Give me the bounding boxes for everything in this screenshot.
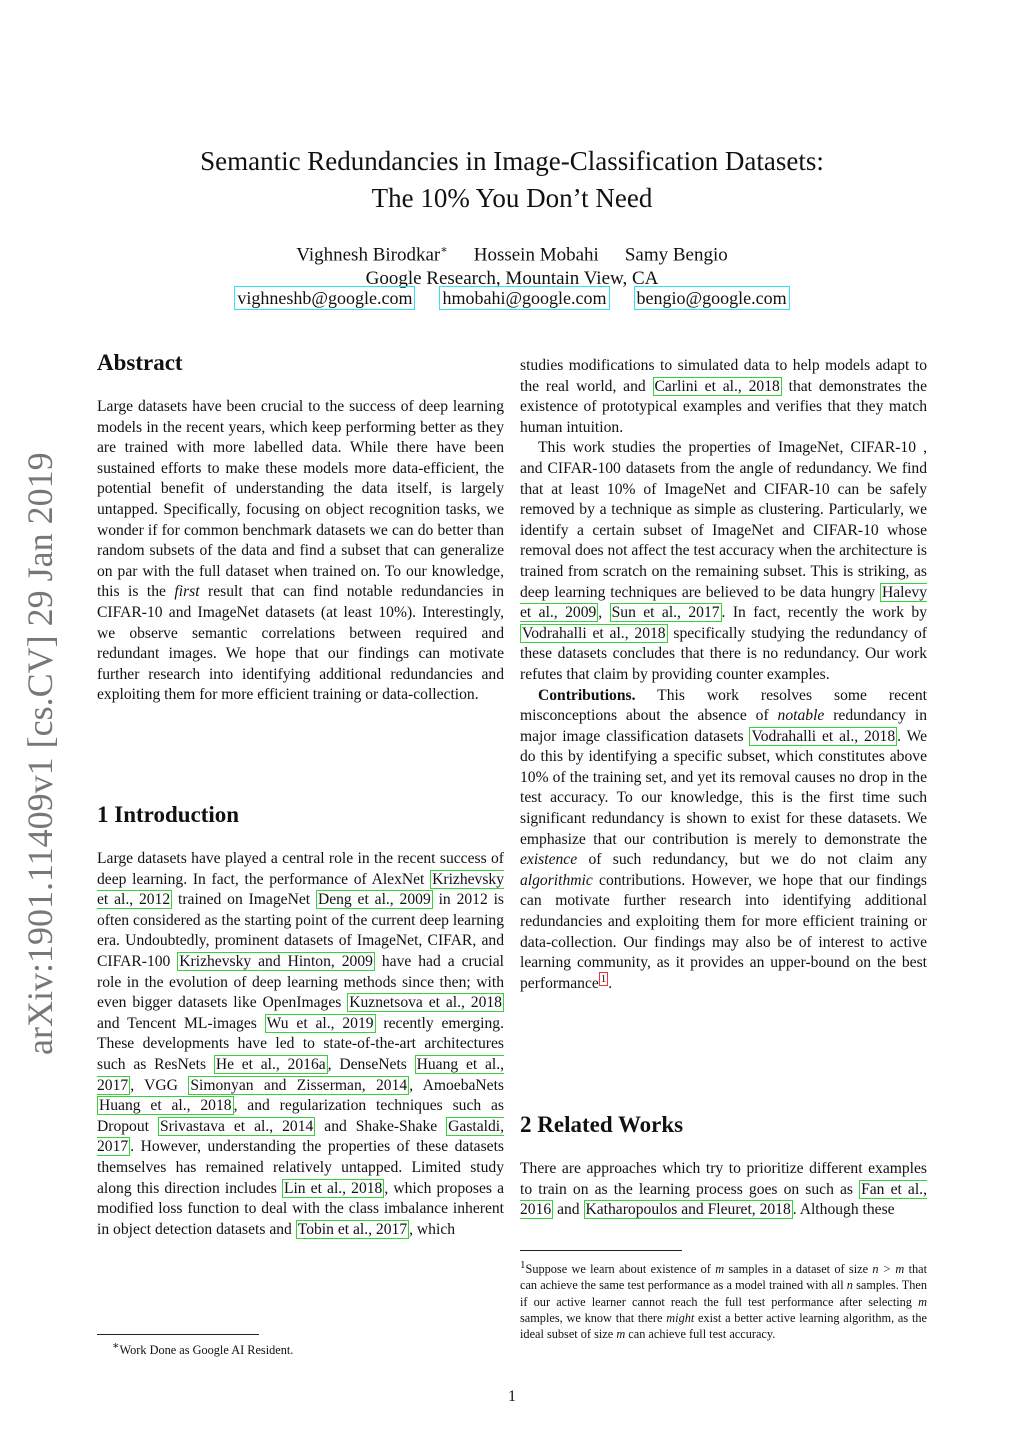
abstract-section [97,349,504,706]
citation-link[interactable]: Huang et al., 2018 [99,1097,232,1115]
related-works-section [520,1111,927,1221]
author-name: Samy Bengio [624,244,728,266]
citation-link[interactable]: Carlini et al., 2018 [654,377,780,395]
footnote-ref-link[interactable]: 1 [600,972,607,985]
email-list [0,286,1024,310]
citation-link[interactable]: Sun et al., 2017 [611,604,720,622]
arxiv-identifier: arXiv:1901.11409v1 [cs.CV] 29 Jan 2019 [20,452,60,1055]
paper-title-line1: Semantic Redundancies in Image-Classification Datasets: [200,146,824,176]
citation-link[interactable]: Wu et al., 2019 [266,1014,374,1032]
intro-paragraph-2: This work studies the properties of ImageNet, CIFAR-10 , and CIFAR-100 datasets from the angle of redundancy. We find that at least 10% of ImageNet and CIFAR-10 can be safely removed by a technique as simple as clustering. Particularly, we identify a certain subset of ImageNet and CIFAR-10 whose removal does not affect the test accuracy when the architecture is trained from scratch on the remaining subset. This is striking, as deep learning techniques are believed to be data hungry Halevy et al., 2009 , Sun et al., 2017 . In fact, recently the work by Vodrahalli et al., 2018 specifically studying the redundancy of these datasets concludes that there is no redundancy. Our work refutes that claim by providing counter examples. [520,439,927,683]
author-names [0,238,1024,267]
contributions-label: Contributions. [538,686,636,704]
citation-link[interactable]: Tobin et al., 2017 [297,1220,408,1238]
right-column-text [520,356,927,995]
intro-continued: studies modifications to simulated data to help models adapt to the real world, and Carlini et al., 2018 that demonstrates the existence of prototypical examples and verifies that they match human intuition. [520,357,927,436]
footnote-rule [97,1334,259,1335]
abstract-text: Large datasets have been crucial to the success of deep learning models in the recent years, which keep performing better as they are trained with more labelled data. While there have been sustained efforts to make these models more data-efficient, the potential benefit of understanding the data itself, is largely untapped. Specifically, focusing on object recognition tasks, we wonder if for common benchmark datasets we can do better than random subsets of the data and find a subset that can generalize on par with the full dataset when trained on. To our knowledge, this is the first result that can find notable redundancies in CIFAR-10 and ImageNet datasets (at least 10%). Interestingly, we observe semantic correlations between required and redundant images. We hope that our findings can motivate further research into identifying additional redundancies and exploiting them for more efficient training or data-collection. [97,398,504,704]
email-link[interactable]: bengio@google.com [634,286,790,310]
author-block [0,238,1024,291]
footnote-left: ∗Work Done as Google AI Resident. [112,1340,294,1358]
citation-link[interactable]: Vodrahalli et al., 2018 [522,624,666,642]
citation-link[interactable]: Vodrahalli et al., 2018 [751,727,896,745]
citation-link[interactable]: Lin et al., 2018 [283,1179,383,1197]
citation-link[interactable]: Kuznetsova et al., 2018 [349,994,502,1012]
citation-link[interactable]: Srivastava et al., 2014 [159,1117,314,1135]
introduction-heading: 1 Introduction [97,802,240,827]
footnote-rule [520,1250,682,1251]
email-link[interactable]: vighneshb@google.com [234,286,415,310]
related-works-text: There are approaches which try to prioritize different examples to train on as the learning process goes on such as Fan et al., 2016 and Katharopoulos and Fleuret, 2018 . Although these [520,1160,927,1219]
affiliation: Google Research, Mountain View, CA [365,268,659,290]
related-works-heading: 2 Related Works [520,1112,684,1137]
citation-link[interactable]: Krizhevsky and Hinton, 2009 [179,952,373,970]
citation-link[interactable]: Huang et al., 2017 [97,1055,505,1094]
abstract-heading: Abstract [97,350,183,375]
citation-link[interactable]: Gastaldi, 2017 [97,1117,505,1156]
citation-link[interactable]: Halevy et al., 2009 [520,583,927,622]
author-name: Hossein Mobahi [473,244,599,266]
introduction-text: Large datasets have played a central role in the recent success of deep learning. In fact, the performance of AlexNet Krizhevsky et al., 2012 trained on ImageNet Deng et al., 2009 in 2012 is often considered as the starting point of the current deep learning era. Undoubtedly, prominent datasets of ImageNet, CIFAR, and CIFAR-100 Krizhevsky and Hinton, 2009 have had a crucial role in the evolution of deep learning methods since then; with even bigger datasets like OpenImages Kuznetsova et al., 2018 and Tencent ML-images Wu et al., 2019 recently emerging. These developments have led to state-of-the-art architectures such as ResNets He et al., 2016a , DenseNets Huang et al., 2017 , VGG Simonyan and Zisserman, 2014 , AmoebaNets Huang et al., 2018 , and regularization techniques such as Dropout Srivastava et al., 2014 and Shake-Shake Gastaldi, 2017 . However, understanding the properties of these datasets themselves has remained relatively untapped. Limited study along this direction includes Lin et al., 2018 , which proposes a modified loss function to deal with the class imbalance inherent in object detection datasets and Tobin et al., 2017 , which [97,850,505,1238]
citation-link[interactable]: Katharopoulos and Fleuret, 2018 [585,1201,791,1219]
citation-link[interactable]: Fan et al., 2016 [520,1180,927,1219]
introduction-section [97,801,504,1240]
contributions-paragraph: Contributions. This work resolves some recent misconceptions about the absence of notable redundancy in major image classification datasets Vodrahalli et al., 2018 . We do this by identifying a specific subset, which constitutes above 10% of the training set, and yet its removal causes no drop in the test accuracy. To our knowledge, this is the first time such significant redundancy is shown to exist for these datasets. We emphasize that our contribution is merely to demonstrate the existence of such redundancy, but we do not claim any algorithmic contributions. However, we hope that our findings can motivate further research into identifying additional redundancies and exploiting them for more efficient training or data-collection. Our findings may also be of interest to active learning community, as it provides an upper-bound on the best performance $^1$ . [520,686,928,992]
paper-title-line2: The 10% You Don’t Need [371,183,653,213]
footnote-right: $^1$Suppose we learn about existence of m samples in a dataset of size n > m that can achieve the same test performance as a model trained with all n samples. Then if our active learner cannot reach the full test performance after selecting m samples, we know that there might exist a better active learning algorithm, as the ideal subset of size m can achieve full test accuracy. [520,1259,928,1341]
email-link[interactable]: hmobahi@google.com [439,286,609,310]
citation-link[interactable]: Deng et al., 2009 [317,891,431,909]
author-footnote-mark: ∗ [440,244,448,256]
arxiv-sidebar [12,452,68,1055]
citation-link[interactable]: He et al., 2016a [215,1055,326,1073]
citation-link[interactable]: Krizhevsky et al., 2012 [97,870,504,909]
page-number: 1 [508,1388,516,1405]
author-name: Vighnesh Birodkar [296,244,441,266]
citation-link[interactable]: Simonyan and Zisserman, 2014 [190,1076,408,1094]
